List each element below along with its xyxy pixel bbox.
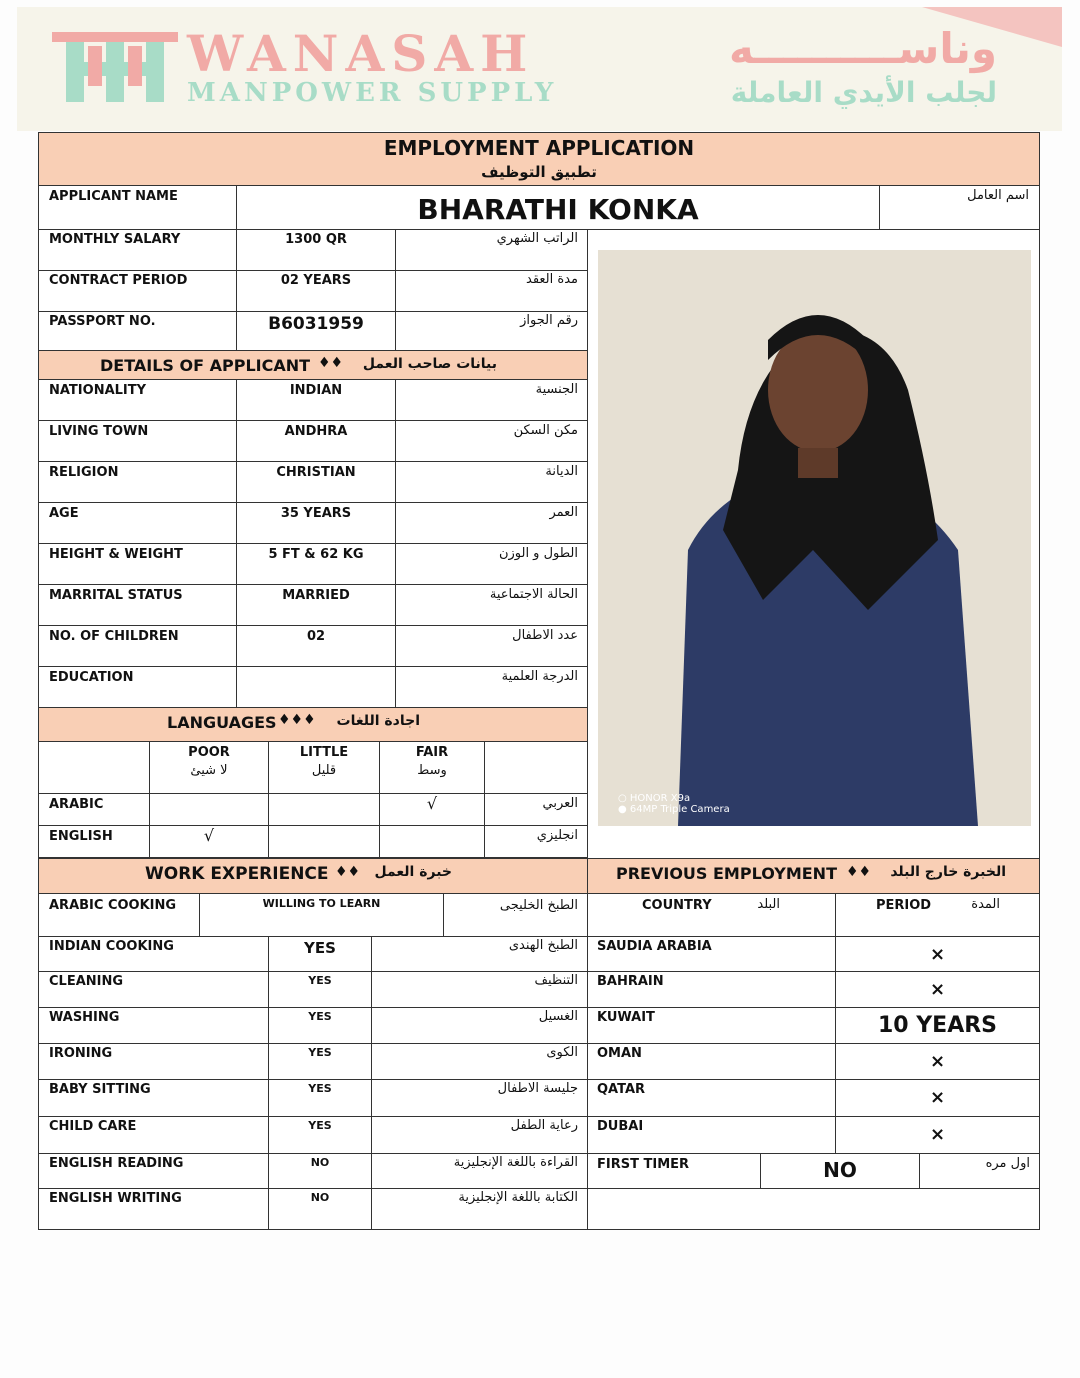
details-title: DETAILS OF APPLICANT (100, 356, 311, 375)
work-skill-value: YES (308, 1082, 332, 1095)
country-name: DUBAI (597, 1119, 644, 1134)
arabic-cooking-label: ARABIC COOKING (49, 898, 177, 913)
details-bullets: ♦♦ (318, 355, 344, 371)
first-timer-value: NO (823, 1158, 857, 1182)
languages-cell (149, 793, 269, 826)
field-label: CONTRACT PERIOD (49, 273, 188, 288)
country-header-arabic: البلد (757, 897, 780, 912)
language-level: POOR (188, 745, 230, 760)
company-logo (52, 24, 1052, 110)
applicant-portrait-icon (598, 250, 1031, 826)
field-label-arabic: مدة العقد (526, 272, 578, 287)
language-level: FAIR (415, 745, 449, 760)
language-level: LITTLE (299, 745, 349, 760)
previous-title: PREVIOUS EMPLOYMENT (616, 864, 837, 883)
field-label-arabic: عدد الاطفال (512, 628, 578, 643)
applicant-name-label: APPLICANT NAME (49, 189, 178, 204)
arabic-cooking-label-arabic: الطبخ الخليجى (499, 898, 578, 913)
work-skill: BABY SITTING (49, 1082, 151, 1097)
work-skill-value: NO (310, 1191, 330, 1204)
work-skill-arabic: التنظيف (534, 973, 578, 988)
languages-header-cell (38, 741, 150, 794)
work-bullets: ♦♦ (335, 864, 361, 880)
previous-title-arabic: الخبرة خارج البلد (890, 864, 1006, 880)
previous-bullets: ♦♦ (846, 864, 872, 880)
languages-title: LANGUAGES (167, 713, 277, 732)
work-skill-arabic: رعاية الطفل (510, 1118, 578, 1133)
field-label-arabic: رقم الجواز (520, 313, 578, 328)
field-value: CHRISTIAN (276, 465, 356, 480)
field-value: 35 YEARS (280, 506, 352, 521)
work-skill-value: YES (304, 939, 336, 957)
country-name: SAUDIA ARABIA (597, 939, 712, 954)
applicant-name-label-arabic: اسم العامل (967, 188, 1029, 203)
field-label-arabic: العمر (549, 505, 578, 520)
first-timer-label: FIRST TIMER (597, 1157, 690, 1172)
field-label-arabic: الراتب الشهري (496, 231, 578, 246)
languages-bullets: ♦♦♦ (278, 712, 316, 728)
field-label-arabic: الديانة (545, 464, 578, 479)
field-label: RELIGION (49, 465, 119, 480)
work-skill: CHILD CARE (49, 1119, 137, 1134)
language-name-arabic: العربي (542, 796, 578, 811)
language-level-arabic: لا شيئ (190, 763, 228, 778)
country-name: QATAR (597, 1082, 646, 1097)
camera-watermark: ○ HONOR X9a ● 64MP Triple Camera (618, 793, 730, 815)
period-header-arabic: المدة (971, 897, 1000, 912)
language-check: √ (203, 826, 215, 845)
form-row-value-cell (236, 666, 396, 708)
work-skill-value: YES (308, 1119, 332, 1132)
language-name-arabic: انجليزي (536, 828, 578, 843)
languages-cell (379, 825, 485, 858)
brand-name-arabic: وناســــــــــه (729, 24, 997, 73)
field-value: INDIAN (289, 383, 343, 398)
brand-tagline: MANPOWER SUPPLY (187, 78, 558, 108)
work-skill-arabic: الكتابة باللغة الإنجليزية (458, 1190, 578, 1205)
field-label: NO. OF CHILDREN (49, 629, 179, 644)
applicant-name: BHARATHI KONKA (417, 193, 699, 226)
field-label: NATIONALITY (49, 383, 147, 398)
field-label: LIVING TOWN (49, 424, 149, 439)
work-skill-arabic: الغسيل (538, 1009, 578, 1024)
field-label: MONTHLY SALARY (49, 232, 181, 247)
work-title-arabic: خبرة العمل (374, 864, 452, 880)
field-value: B6031959 (268, 314, 364, 334)
brand-tagline-arabic: لجلب الأيدي العاملة (730, 76, 997, 109)
period-header: PERIOD (876, 898, 932, 913)
field-value: 1300 QR (285, 232, 347, 247)
brand-name: WANASAH (187, 24, 535, 83)
work-skill-value: NO (310, 1156, 330, 1169)
field-label-arabic: مكن السكن (513, 423, 578, 438)
form-title-arabic: تطبيق التوظيف (481, 163, 597, 181)
field-label: MARRITAL STATUS (49, 588, 183, 603)
language-level-arabic: وسط (417, 763, 447, 778)
field-label-arabic: الطول و الوزن (498, 546, 578, 561)
field-value: 02 (306, 629, 326, 644)
field-label-arabic: الحالة الاجتماعية (489, 587, 578, 602)
work-skill: ENGLISH READING (49, 1156, 184, 1171)
work-skill-value: YES (308, 974, 332, 987)
country-name: OMAN (597, 1046, 642, 1061)
work-skill-arabic: الكوى (546, 1045, 578, 1060)
work-skill-value: YES (308, 1010, 332, 1023)
field-label: PASSPORT NO. (49, 314, 156, 329)
work-skill: IRONING (49, 1046, 113, 1061)
language-name: ARABIC (49, 797, 104, 812)
period-value: × (929, 944, 946, 965)
work-skill: CLEANING (49, 974, 124, 989)
arabic-cooking-value: WILLING TO LEARN (262, 897, 381, 910)
country-header: COUNTRY (642, 898, 712, 913)
field-label: HEIGHT & WEIGHT (49, 547, 183, 562)
field-label-arabic: الجنسية (535, 382, 578, 397)
work-skill: WASHING (49, 1010, 120, 1025)
field-value: ANDHRA (284, 424, 348, 439)
work-skill: ENGLISH WRITING (49, 1191, 182, 1206)
form-title: EMPLOYMENT APPLICATION (383, 136, 695, 160)
work-skill: INDIAN COOKING (49, 939, 174, 954)
language-check: √ (426, 794, 438, 813)
languages-header-cell (484, 741, 588, 794)
period-value: × (929, 1051, 946, 1072)
logo-mark-icon (52, 32, 178, 102)
period-value: 10 YEARS (877, 1013, 998, 1038)
period-value: × (929, 1087, 946, 1108)
language-name: ENGLISH (49, 829, 113, 844)
field-label: AGE (49, 506, 79, 521)
languages-cell (268, 825, 380, 858)
camera-model: HONOR X9a (629, 793, 691, 804)
country-name: KUWAIT (597, 1010, 655, 1025)
applicant-photo (598, 250, 1031, 826)
work-skill-arabic: القراءة باللغة الإنجليزية (453, 1155, 578, 1170)
period-value: × (929, 979, 946, 1000)
field-value: 5 FT & 62 KG (268, 547, 364, 562)
period-value: × (929, 1124, 946, 1145)
work-skill-arabic: الطبخ الهندى (508, 938, 578, 953)
field-value: 02 YEARS (280, 273, 352, 288)
details-title-arabic: بيانات صاحب العمل (362, 356, 497, 372)
first-timer-label-arabic: اول مره (985, 1156, 1030, 1171)
country-name: BAHRAIN (597, 974, 664, 989)
languages-title-arabic: اجادة اللغات (336, 713, 420, 729)
field-label: EDUCATION (49, 670, 134, 685)
work-skill-value: YES (308, 1046, 332, 1059)
work-skill-arabic: جليسة الاطفال (497, 1081, 578, 1096)
work-title: WORK EXPERIENCE (145, 864, 329, 884)
camera-spec: 64MP Triple Camera (629, 804, 730, 815)
languages-cell (268, 793, 380, 826)
field-value: MARRIED (282, 588, 350, 603)
language-level-arabic: قليل (311, 763, 337, 778)
field-label-arabic: الدرجة العلمية (501, 669, 578, 684)
